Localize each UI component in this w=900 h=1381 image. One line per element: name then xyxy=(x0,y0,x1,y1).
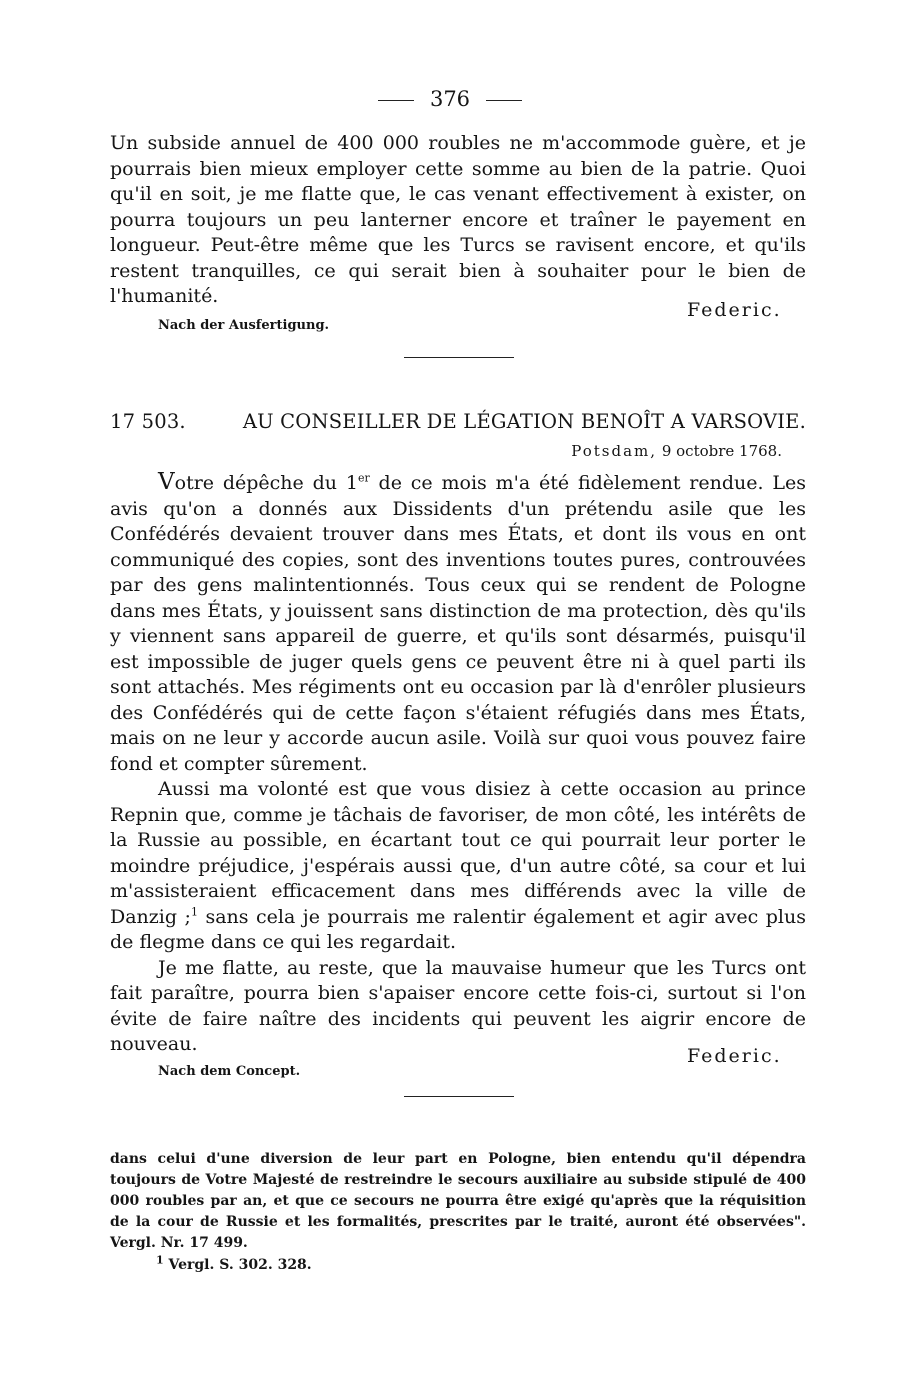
letter-body xyxy=(110,470,806,1058)
header-dash-right xyxy=(486,100,522,101)
previous-letter-signature: Federic. xyxy=(687,299,782,321)
paragraph-2-text-a: Aussi ma volonté est que vous disiez à cette occasion au prince Repnin que, comme je tâchais de favoriser, de mon côté, les intérêts de la Russie au possible, en écartant tout ce qui pourrait leur porter le moindre préjudice, j'espérais aussi que, d'un autre côté, sa cour et lui m'assisteraient efficacement dans mes différends avec la ville de Danzig ; xyxy=(110,778,806,928)
letter-place: Potsdam, xyxy=(571,442,658,460)
ordinal-superscript: er xyxy=(357,471,370,485)
letter-paragraph-3: Je me flatte, au reste, que la mauvaise humeur que les Turcs ont fait paraître, pourra bien s'apaiser encore cette fois-ci, surtout si l'on évite de faire naître des incidents qui peuvent les aigrir encore de nouveau. xyxy=(110,956,806,1055)
letter-title: AU CONSEILLER DE LÉGATION BENOÎT A VARSOVIE. xyxy=(242,410,806,433)
paragraph-2-text-b: sans cela je pourrais me ralentir également et agir avec plus de flegme dans ce qui les regardait. xyxy=(110,905,806,953)
letter-signature: Federic. xyxy=(687,1045,782,1067)
dropcap-letter: V xyxy=(158,469,175,495)
section-divider-bottom xyxy=(404,1096,514,1097)
page-header xyxy=(0,84,900,114)
previous-letter-paragraph: Un subside annuel de 400 000 roubles ne m'accommode guère, et je pourrais bien mieux employer cette somme au bien de la patrie. Quoi qu'il en soit, je me flatte que, le cas venant effectivement à exister, on pourra toujours un peu lanterner encore et traîner le payement en longueur. Peut-être même que les Turcs se ravisent encore, et qu'ils restent tranquilles, ce qui serait bien à souhaiter pour le bien de l'humanité. xyxy=(110,132,806,307)
letter-date: 9 octobre 1768. xyxy=(661,442,782,460)
letter-heading xyxy=(110,407,806,437)
letter-paragraph-2 xyxy=(110,777,806,956)
previous-letter-source-note: Nach der Ausfertigung. xyxy=(158,318,330,333)
section-divider-top xyxy=(404,357,514,358)
footnote-continuation: dans celui d'une diversion de leur part en Pologne, bien entendu qu'il dépendra toujours de Votre Majesté de restreindre le secours auxiliaire au subside stipulé de 400 000 roubles par an, et que ce secours ne pourra être exigé qu'après que la réquisition de la cour de Russie et les formalités, prescrites par le traité, auront été observées". Vergl. Nr. 17 499. xyxy=(110,1151,806,1251)
previous-letter-ending xyxy=(110,131,806,310)
letter-dateline xyxy=(571,440,782,462)
letter-source-note: Nach dem Concept. xyxy=(158,1064,301,1079)
letter-paragraph-1 xyxy=(110,470,806,777)
paragraph-1-text-a: otre dépêche du 1 xyxy=(174,472,358,494)
footnotes xyxy=(110,1149,806,1276)
footnote-1-text: Vergl. S. 302. 328. xyxy=(168,1257,312,1273)
letter-number: 17 503. xyxy=(110,410,186,433)
header-dash-left xyxy=(378,100,414,101)
page-number: 376 xyxy=(429,87,471,111)
footnote-1 xyxy=(110,1255,806,1276)
footnote-1-marker: 1 xyxy=(156,1253,164,1267)
footnote-marker: 1 xyxy=(190,905,198,919)
paragraph-1-text-b: de ce mois m'a été fidèlement rendue. Les avis qu'on a donnés aux Dissidents d'un prétendu asile que les Confédérés devaient trouver dans mes États, et dont ils vous en ont communiqué des copies, sont des inventions toutes pures, controuvées par des gens malintentionnés. Tous ceux qui se rendent de Pologne dans mes États, y jouissent sans distinction de ma protection, dès qu'ils y viennent sans appareil de guerre, et qu'ils sont désarmés, puisqu'il est impossible de juger quels gens ce peuvent être ni à quel parti ils sont attachés. Mes régiments ont eu occasion par là d'enrôler plusieurs des Confédérés qui de cette façon s'étaient réfugiés dans mes États, mais on ne leur y accorde aucun asile. Voilà sur quoi vous pouvez faire fond et compter sûrement. xyxy=(110,472,806,775)
